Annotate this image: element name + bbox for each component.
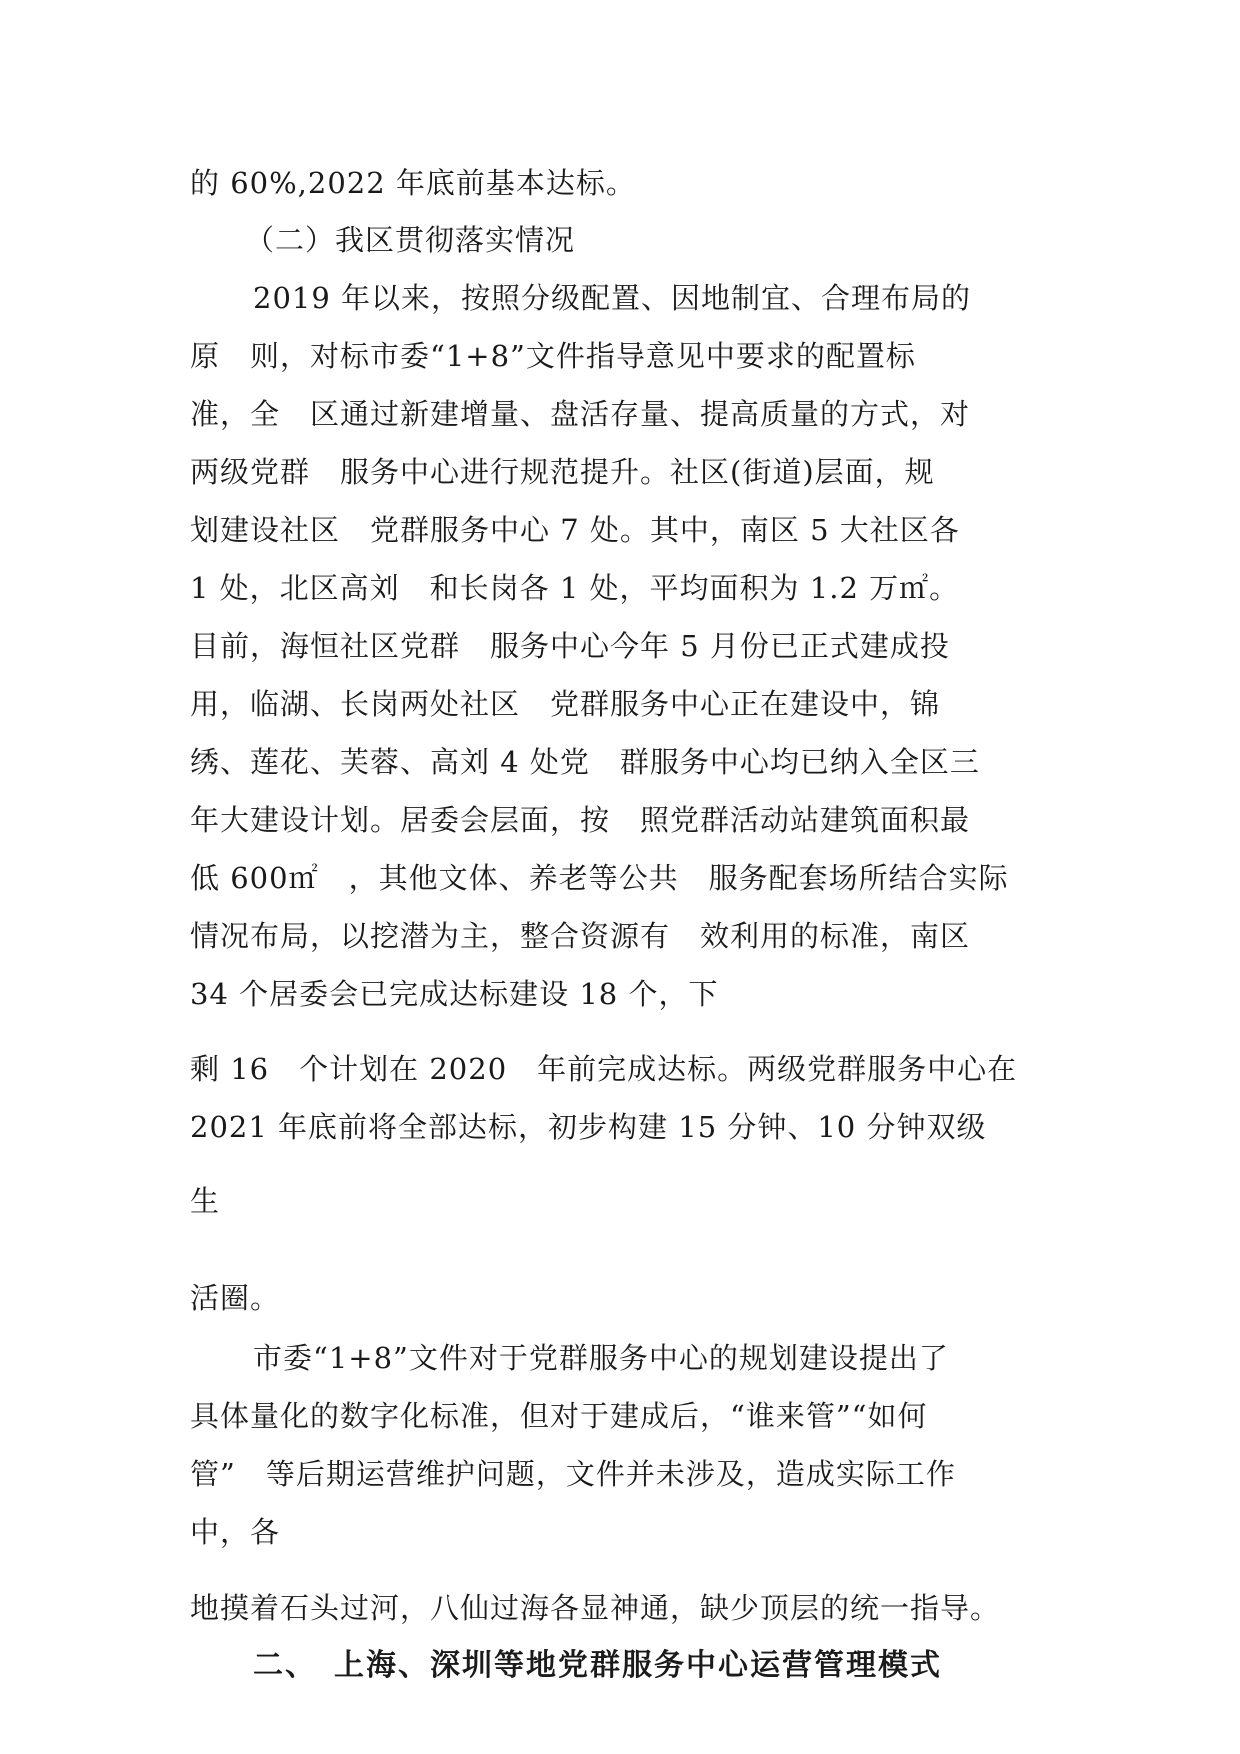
text-line: 准，全 区通过新建增量、盘活存量、提高质量的方式，对 <box>190 397 971 431</box>
text-line: 生 <box>190 1184 221 1218</box>
text-line: 34 个居委会已完成达标建设 18 个，下 <box>190 977 719 1011</box>
text-line: 情况布局，以挖潜为主，整合资源有 效利用的标准，南区 <box>190 919 971 953</box>
text-line: 市委“1+8”文件对于党群服务中心的规划建设提出了 <box>253 1341 949 1375</box>
section-subtitle: （二）我区贯彻落实情况 <box>245 223 576 257</box>
text-line: 1 处，北区高刘 和长岗各 1 处，平均面积为 1.2 万㎡。 <box>190 571 960 605</box>
text-line: 两级党群 服务中心进行规范提升。社区(街道)层面，规 <box>190 455 935 489</box>
text-line: 地摸着石头过河，八仙过海各显神通，缺少顶层的统一指导。 <box>190 1591 1001 1625</box>
text-line: 具体量化的数字化标准，但对于建成后，“谁来管”“如何 <box>190 1399 928 1433</box>
text-line: 用，临湖、长岗两处社区 党群服务中心正在建设中，锦 <box>190 687 941 721</box>
text-line: 原 则，对标市委“1+8”文件指导意见中要求的配置标 <box>190 339 916 373</box>
text-line: 2019 年以来，按照分级配置、因地制宜、合理布局的 <box>253 281 972 315</box>
text-line: 的 60%,2022 年底前基本达标。 <box>190 166 636 200</box>
text-line: 划建设社区 党群服务中心 7 处。其中，南区 5 大社区各 <box>190 513 960 547</box>
text-line: 目前，海恒社区党群 服务中心今年 5 月份已正式建成投 <box>190 629 950 663</box>
text-line: 活圈。 <box>190 1281 281 1315</box>
text-line: 2021 年底前将全部达标，初步构建 15 分钟、10 分钟双级 <box>190 1110 987 1144</box>
section-heading: 二、 上海、深圳等地党群服务中心运营管理模式 <box>253 1648 942 1683</box>
text-line: 中，各 <box>190 1515 281 1549</box>
text-line: 低 600㎡ ，其他文体、养老等公共 服务配套场所结合实际 <box>190 861 1009 895</box>
text-line: 年大建设计划。居委会层面，按 照党群活动站建筑面积最 <box>190 803 971 837</box>
text-line: 绣、莲花、芙蓉、高刘 4 处党 群服务中心均已纳入全区三 <box>190 745 980 779</box>
text-line: 剩 16 个计划在 2020 年前完成达标。两级党群服务中心在 <box>190 1052 1018 1086</box>
text-line: 管” 等后期运营维护问题，文件并未涉及，造成实际工作 <box>190 1457 956 1491</box>
